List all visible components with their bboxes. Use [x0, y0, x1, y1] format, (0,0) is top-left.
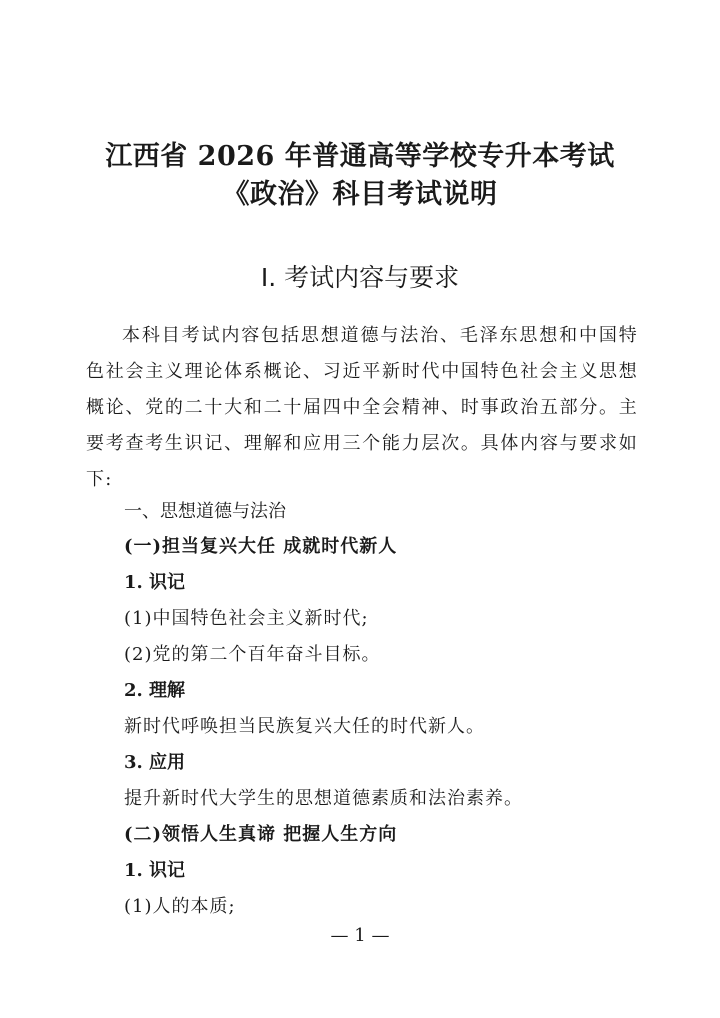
intro-paragraph: 本科目考试内容包括思想道德与法治、毛泽东思想和中国特色社会主义理论体系概论、习近平新时代中国特色社会主义思想概论、党的二十大和二十届四中全会精神、时事政治五部分。主要考查考生识记、理解和应用三个能力层次。具体内容与要求如下: [86, 325, 638, 490]
document-title-line1: 江西省 2026 年普通高等学校专升本考试 [105, 141, 615, 172]
unit1-heading: (一)担当复兴大任 成就时代新人 [124, 536, 398, 557]
page-number: — 1 — [330, 925, 390, 946]
unit1-understand-heading: 2. 理解 [124, 680, 186, 701]
unit2-heading: (二)领悟人生真谛 把握人生方向 [124, 824, 398, 845]
document-title-line2: 《政治》科目考试说明 [222, 179, 498, 210]
unit2-recall-heading: 1. 识记 [124, 860, 186, 881]
unit1-recall-heading: 1. 识记 [124, 572, 186, 593]
unit1-recall-item-1: (1)中国特色社会主义新时代; [124, 608, 369, 629]
section-heading: Ⅰ. 考试内容与要求 [260, 263, 460, 292]
unit1-recall-item-2: (2)党的第二个百年奋斗目标。 [124, 644, 381, 665]
unit1-apply-heading: 3. 应用 [124, 752, 186, 773]
unit1-apply-text: 提升新时代大学生的思想道德素质和法治素养。 [124, 788, 523, 809]
unit1-understand-text: 新时代呼唤担当民族复兴大任的时代新人。 [124, 716, 485, 737]
unit2-recall-item-1: (1)人的本质; [124, 896, 236, 917]
part1-heading: 一、思想道德与法治 [124, 501, 286, 522]
